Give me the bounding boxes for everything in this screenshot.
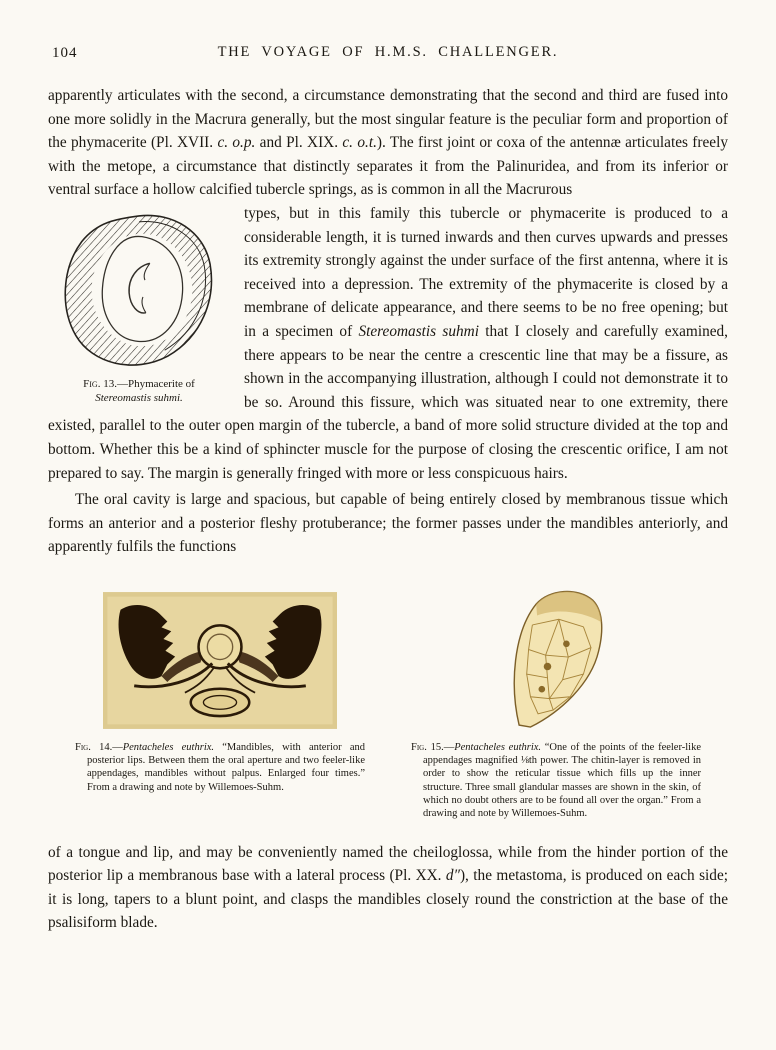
text-wrap-section [48, 202, 728, 485]
paragraph-2: The oral cavity is large and spacious, but capable of being entirely closed by membranous tissue which forms an anterior and a posterior fleshy protuberance; the former passes under the mandibles anteriorly, and apparently fulfils the functions [48, 491, 728, 556]
italic-term: c. o.t. [342, 134, 377, 152]
fig15-caption-species: Pentacheles euthrix. [454, 741, 542, 753]
italic-term: Stereomastis suhmi [358, 322, 479, 340]
fig15-caption-text: “One of the points of the feeler-like appendages magnified ⅛th power. The chitin-layer is removed in order to show the reticular tissue which fills up the inner structure. Three small glandular masses are shown in the skin, of which no doubt others are to be found all over the organ.” From a drawing and note by Willemoes-Suhm. [423, 741, 701, 820]
fig13-caption [48, 377, 230, 405]
body-text: of a tongue and lip, and may be conveniently named the cheiloglossa, while from the hinder portion of the posterior lip a membranous base with a lateral process (Pl. XX. [48, 843, 728, 885]
paragraph-3 [48, 841, 728, 935]
fig15-caption [411, 741, 701, 821]
page-header [48, 44, 728, 66]
body-text: that I closely and carefully examined, there appears to be near the centre a crescentic line that may be a fissure, as shown in the accompanying illustration, although I could not demonstrate it to be so. Around this fissure, which was situated near to one extremity, there existed, parallel to the outer open margin of the tubercle, a band of more solid structure divided at the top and bottom. Whether this be a kind of sphincter muscle for the purpose of closing the crescentic orifice, I am not prepared to say. The margin is generally fringed with more or less conspicuous hairs. [48, 322, 728, 482]
body-text: and Pl. XIX. [255, 134, 343, 152]
figures-row [48, 583, 728, 821]
fig14-caption-text: “Mandibles, with anterior and posterior lips. Between them the oral aperture and two feeler-like appendages, mandibles without palpus. Enlarged four times.” From a drawing and note by Willemoes-Suhm. [87, 741, 366, 793]
figure-15 [411, 583, 701, 821]
fig15-caption-label: Fig. 15.— [411, 741, 455, 753]
body-text: apparently articulates with the second, a circumstance demonstrating that the second and third are fused into one more solidly in the Macrura generally, but the most singular feature is the peculiar form and proportion of the phymacerite (Pl. XVII. [48, 87, 728, 152]
fig15-image-box [411, 583, 701, 729]
fig14-caption-species: Pentacheles euthrix. [122, 741, 215, 753]
fig14-caption-label: Fig. 14.— [75, 741, 123, 753]
italic-term: c. o.p. [217, 134, 256, 152]
body-text: types, but in this family this tubercle or phymacerite is produced to a considerable length, it is turned inwards and then curves upwards and presses its extremity strongly against the under surface of the first antenna, where it is received into a depression. The extremity of the phymacerite is closed by a membrane of delicate appearance, and there seems to be no free opening; but in a specimen of [244, 204, 728, 340]
fig14-mandibles-illustration [103, 592, 337, 729]
body-text: ), the metastoma, is produced on each side; it is long, tapers to a blunt point, and clasps the mandibles closely round the constriction at the base of the psalisiform blade. [48, 867, 728, 932]
figure-13 [48, 210, 230, 405]
figure-14 [75, 583, 365, 821]
fig13-phymacerite-illustration [55, 210, 223, 370]
fig14-image-box [75, 583, 365, 729]
running-title: THE VOYAGE OF H.M.S. CHALLENGER. [217, 44, 559, 60]
fig13-caption-species: Stereomastis suhmi. [95, 391, 183, 404]
fig13-caption-rest: —Phymacerite of [116, 377, 195, 390]
page-number: 104 [52, 45, 78, 61]
italic-term: d″ [445, 867, 460, 885]
paragraph-1-intro [48, 84, 728, 202]
fig13-caption-label: Fig. 13. [83, 377, 117, 390]
fig15-appendage-illustration [504, 587, 608, 729]
body-text: ). The first joint or coxa of the antennæ articulates freely with the metope, a circumstance that distinctly separates it from the Palinuridea, and from its inferior or ventral surface a hollow calcified tubercle springs, as is common in all the Macrurous [48, 134, 728, 199]
fig14-caption [75, 741, 365, 794]
